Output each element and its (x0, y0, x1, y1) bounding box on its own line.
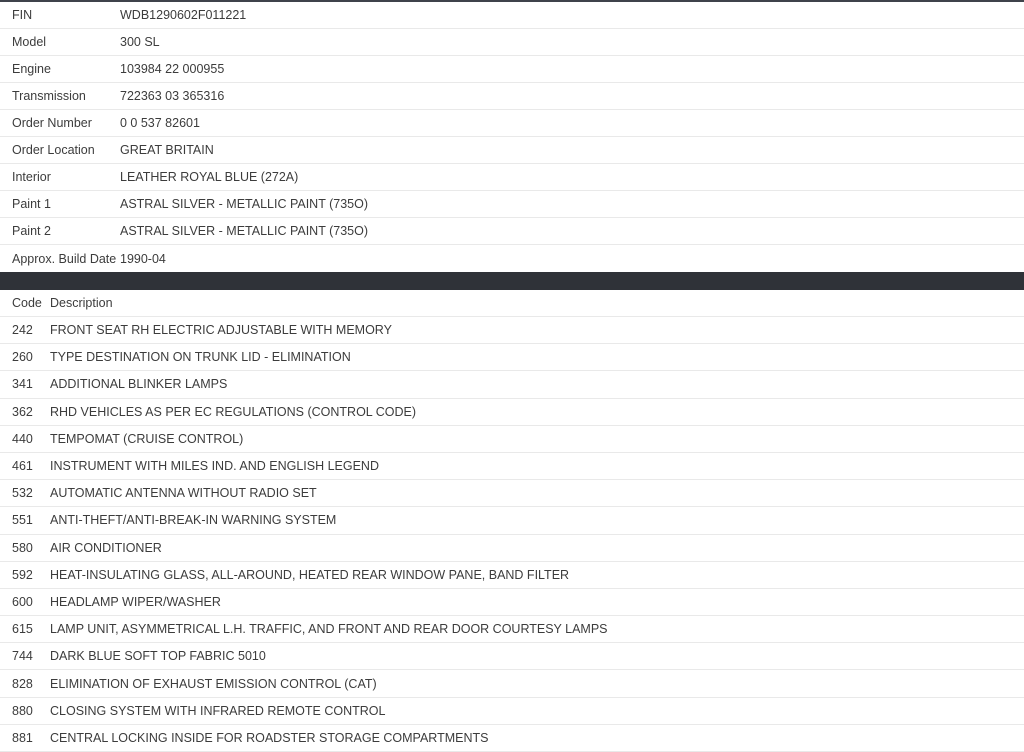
spec-value: 300 SL (120, 35, 160, 49)
spec-value: GREAT BRITAIN (120, 143, 214, 157)
code-cell: 828 (12, 676, 33, 691)
codes-header-row (0, 290, 1024, 317)
spec-value: ASTRAL SILVER - METALLIC PAINT (735O) (120, 197, 368, 211)
description-cell: CENTRAL LOCKING INSIDE FOR ROADSTER STORAGE COMPARTMENTS (50, 730, 489, 745)
spec-label: Interior (12, 170, 51, 184)
code-cell: 615 (12, 622, 33, 637)
code-row (0, 453, 1024, 480)
spec-label: Paint 1 (12, 197, 51, 211)
code-cell: 880 (12, 703, 33, 718)
spec-value: 1990-04 (120, 251, 166, 266)
spec-label: Order Location (12, 143, 95, 157)
spec-value: ASTRAL SILVER - METALLIC PAINT (735O) (120, 224, 368, 238)
code-row (0, 426, 1024, 453)
code-cell: 260 (12, 350, 33, 365)
code-row (0, 616, 1024, 643)
code-row (0, 670, 1024, 697)
spec-row (0, 83, 1024, 110)
code-row (0, 643, 1024, 670)
code-row (0, 317, 1024, 344)
description-cell: HEAT-INSULATING GLASS, ALL-AROUND, HEATED REAR WINDOW PANE, BAND FILTER (50, 567, 570, 582)
description-cell: FRONT SEAT RH ELECTRIC ADJUSTABLE WITH MEMORY (50, 323, 392, 338)
spec-label: Engine (12, 62, 51, 76)
description-cell: DARK BLUE SOFT TOP FABRIC 5010 (50, 649, 266, 664)
code-row (0, 725, 1024, 752)
spec-label: Model (12, 35, 47, 49)
equipment-codes-table (0, 290, 1024, 752)
code-row (0, 480, 1024, 507)
spec-value: WDB1290602F011221 (120, 8, 247, 22)
spec-label: Transmission (12, 89, 86, 103)
code-row (0, 507, 1024, 534)
description-cell: TEMPOMAT (CRUISE CONTROL) (50, 431, 244, 446)
description-cell: ADDITIONAL BLINKER LAMPS (50, 377, 228, 392)
description-cell: CLOSING SYSTEM WITH INFRARED REMOTE CONTROL (50, 703, 386, 718)
spec-value: 103984 22 000955 (120, 62, 225, 76)
code-row (0, 562, 1024, 589)
code-cell: 532 (12, 486, 33, 501)
section-divider-bar (0, 272, 1024, 290)
code-cell: 440 (12, 431, 33, 446)
code-row (0, 535, 1024, 562)
code-cell: 242 (12, 323, 33, 338)
code-row (0, 399, 1024, 426)
spec-row (0, 2, 1024, 29)
description-cell: TYPE DESTINATION ON TRUNK LID - ELIMINATION (50, 350, 351, 365)
description-cell: AUTOMATIC ANTENNA WITHOUT RADIO SET (50, 486, 317, 501)
spec-row (0, 245, 1024, 272)
codes-rows (0, 317, 1024, 752)
description-cell: INSTRUMENT WITH MILES IND. AND ENGLISH LEGEND (50, 459, 379, 474)
spec-row (0, 137, 1024, 164)
spec-label: Paint 2 (12, 224, 51, 238)
code-row (0, 344, 1024, 371)
code-column-header: Code (12, 296, 42, 310)
code-cell: 881 (12, 730, 33, 745)
code-cell: 362 (12, 404, 33, 419)
spec-row (0, 164, 1024, 191)
spec-value: LEATHER ROYAL BLUE (272A) (120, 170, 299, 184)
code-row (0, 698, 1024, 725)
spec-value: 722363 03 365316 (120, 89, 225, 103)
description-column-header: Description (50, 296, 113, 310)
vehicle-spec-table (0, 2, 1024, 272)
code-cell: 551 (12, 513, 33, 528)
code-cell: 600 (12, 594, 33, 609)
description-cell: ELIMINATION OF EXHAUST EMISSION CONTROL (CAT) (50, 676, 377, 691)
description-cell: HEADLAMP WIPER/WASHER (50, 594, 221, 609)
code-cell: 592 (12, 567, 33, 582)
spec-row (0, 218, 1024, 245)
description-cell: ANTI-THEFT/ANTI-BREAK-IN WARNING SYSTEM (50, 513, 337, 528)
spec-label: Order Number (12, 116, 92, 130)
description-cell: RHD VEHICLES AS PER EC REGULATIONS (CONTROL CODE) (50, 404, 417, 419)
spec-row (0, 56, 1024, 83)
spec-value: 0 0 537 82601 (120, 116, 200, 130)
spec-row (0, 29, 1024, 56)
code-cell: 461 (12, 459, 33, 474)
spec-row (0, 110, 1024, 137)
code-row (0, 589, 1024, 616)
description-cell: LAMP UNIT, ASYMMETRICAL L.H. TRAFFIC, AND FRONT AND REAR DOOR COURTESY LAMPS (50, 622, 608, 637)
spec-label: FIN (12, 8, 33, 22)
spec-label: Approx. Build Date (12, 251, 117, 266)
description-cell: AIR CONDITIONER (50, 540, 162, 555)
code-cell: 744 (12, 649, 33, 664)
code-cell: 341 (12, 377, 33, 392)
code-row (0, 371, 1024, 398)
code-cell: 580 (12, 540, 33, 555)
spec-row (0, 191, 1024, 218)
